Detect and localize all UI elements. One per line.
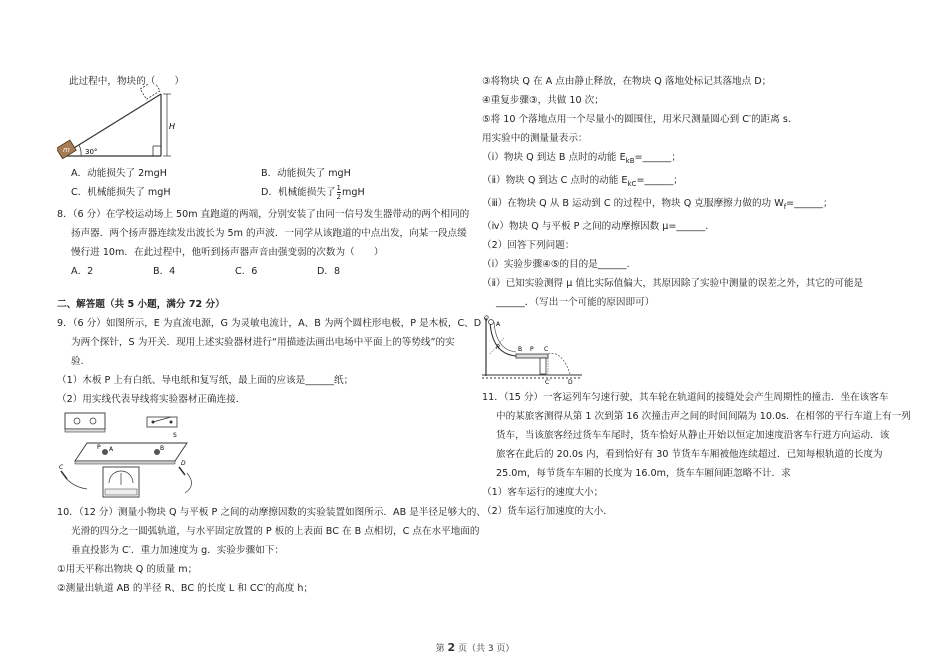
- q10-step-4: ④重复步骤③，共做 10 次；: [482, 95, 604, 106]
- q9-electrode-b-label: B: [160, 445, 165, 452]
- q10-item-i-post: =______；: [634, 152, 681, 163]
- q10-item-ii: [482, 171, 894, 194]
- q9-probe-c-label: C: [59, 464, 64, 471]
- q9-block: [57, 314, 482, 501]
- q11-block: [482, 388, 911, 521]
- q10-step-1: ①用天平称出物块 Q 的质量 m；: [57, 564, 198, 575]
- q10-step-3: ③将物块 Q 在 A 点由静止释放，在物块 Q 落地处标记其落地点 D；: [482, 76, 772, 87]
- q10-item-iii: [482, 194, 894, 217]
- q10-line-2: 光滑的四分之一圆弧轨道，与水平固定放置的 P 板的上表面 BC 在 B 点相切，C 点在水平地面的: [71, 526, 480, 537]
- q11-sub-1: （1）客车运行的速度大小；: [482, 486, 604, 498]
- footer-post: 页（共 3 页）: [455, 644, 515, 654]
- q8-line-2: 扬声器．两个扬声器连续发出波长为 5m 的声波．一同学从该跑道的中点出发，向某一段点缓: [71, 228, 467, 239]
- q9-switch-label: S: [173, 432, 177, 439]
- q7-height-label: H: [169, 122, 176, 131]
- q10-part2-ii-cont: ______．（写出一个可能的原因即可）: [496, 296, 655, 308]
- q11-line-5: 25.0m，每节货车车厢的长度为 16.0m，货车车厢间距忽略不计．求: [496, 467, 791, 479]
- q8-option-a: A．2: [71, 266, 94, 277]
- q7-options-row1: [57, 164, 469, 183]
- q7-option-d: [261, 183, 365, 202]
- q10-item-i-sub: kB: [625, 156, 635, 165]
- q10-item-iii-sub: f: [783, 202, 787, 211]
- q8-option-c: C．6: [235, 266, 258, 277]
- page-footer: [0, 641, 950, 654]
- left-column: [57, 72, 486, 598]
- q9-board-label: P: [97, 444, 101, 451]
- footer-pre: 第: [435, 644, 448, 654]
- q9-line-1: 9．（6 分）如图所示，E 为直流电源，G 为灵敏电流计，A、B 为两个圆柱形电极，P 是木板，C、D: [57, 318, 482, 329]
- q7-fraction: [337, 184, 341, 201]
- q9-probe-d-label: D: [181, 460, 186, 467]
- q10-item-iii-pre: （ⅲ）在物块 Q 从 B 运动到 C 的过程中，物块 Q 克服摩擦力做的功 W: [482, 197, 784, 209]
- q8-option-d: D．8: [317, 266, 341, 277]
- q9-sub-2: （2）用实线代表导线将实验器材正确连接．: [57, 394, 246, 405]
- q10-fig-p-label: P: [530, 345, 534, 353]
- q7-angle-label: 30°: [85, 148, 98, 156]
- q7-tail-text: 此过程中，物块的（ ）: [69, 76, 185, 87]
- q8-block: [57, 205, 469, 281]
- q10-item-i: [482, 148, 894, 171]
- q11-line-3: 货车，当该旅客经过货车车尾时，货车恰好从静止开始以恒定加速度沿客车行进方向运动．该: [496, 429, 890, 441]
- q10-fig-b-label: B: [518, 345, 523, 353]
- q8-option-b: B．4: [153, 266, 176, 277]
- q7-option-a: A．动能损失了 2mgH: [71, 168, 167, 179]
- q10-fig-c-label: C: [544, 345, 549, 353]
- q10-fig-cprime-label: C′: [545, 378, 551, 386]
- q10-apparatus-figure: [482, 314, 582, 386]
- q7-fraction-den: 2: [336, 192, 342, 201]
- q10-part2-title: （2）回答下列问题：: [482, 239, 575, 251]
- q10-item-i-pre: （ⅰ）物块 Q 到达 B 点时的动能 E: [482, 152, 626, 163]
- q10-fig-a-label: A: [496, 320, 501, 328]
- q10-fig-d-label: D: [568, 378, 573, 386]
- q10-fig-r-label: R: [496, 343, 501, 351]
- q10-block: [57, 503, 486, 598]
- q10-line-1: 10．（12 分）测量小物块 Q 与平板 P 之间的动摩擦因数的实验装置如图所示．AB 是半径足够大的、: [57, 507, 486, 518]
- section-2-title: 二、解答题（共 5 小题，满分 72 分）: [57, 299, 225, 310]
- q8-options: [57, 262, 469, 281]
- q10-step-2: ②测量出轨道 AB 的半径 R、BC 的长度 L 和 CC′的高度 h；: [57, 583, 314, 594]
- q11-line-4: 旅客在此后的 20.0s 内，看到恰好有 30 节货车车厢被他连续超过．已知每根轨道的长度为: [496, 448, 883, 460]
- q9-line-2: 为两个探针，S 为开关．现用上述实验器材进行“用描迹法画出电场中平面上的等势线”的实: [71, 337, 455, 348]
- q10-part2-i: （ⅰ）实验步骤④⑤的目的是______.: [482, 258, 630, 270]
- q9-line-3: 验．: [71, 356, 91, 367]
- q7-option-d-pre: D．机械能损失了: [261, 187, 336, 198]
- q7-tail-row: [57, 72, 469, 164]
- q9-electrode-a-label: A: [109, 446, 114, 453]
- footer-page-number: 2: [447, 641, 456, 654]
- q7-incline-figure: [57, 84, 187, 164]
- q7-options-row2: [57, 183, 469, 202]
- q10-item-ii-sub: kC: [627, 179, 637, 188]
- q10-step-5: ⑤将 10 个落地点用一个尽量小的圆围住，用米尺测量圆心到 C′的距离 s.: [482, 114, 791, 125]
- q8-line-3: 慢行进 10m．在此过程中，他听到扬声器声音由强变弱的次数为（ ）: [71, 247, 384, 258]
- q7-block-label: m: [63, 146, 70, 154]
- q11-line-2: 中的某旅客测得从第 1 次到第 16 次撞击声之间的时间间隔为 10.0s．在相邻的平行车道上有一列: [496, 410, 911, 422]
- q11-sub-2: （2）货车运行加速度的大小．: [482, 505, 613, 517]
- q11-line-1: 11．（15 分）一客运列车匀速行驶，其车轮在轨道间的接缝处会产生周期性的撞击．坐在该客车: [482, 391, 889, 403]
- q10-fig-q-label: Q: [484, 314, 489, 322]
- q7-option-c: C．机械能损失了 mgH: [71, 187, 171, 198]
- q10-line-3: 垂直投影为 C′．重力加速度为 g．实验步骤如下：: [71, 545, 284, 556]
- q7-option-d-post: mgH: [342, 187, 365, 198]
- q10-item-iv: （ⅳ）物块 Q 与平板 P 之间的动摩擦因数 μ=______.: [482, 220, 709, 232]
- q10-item-ii-post: =______；: [636, 174, 683, 186]
- q8-line-1: 8．（6 分）在学校运动场上 50m 直跑道的两端，分别安装了由同一信号发生器带动的两个相同的: [57, 209, 470, 220]
- q10-item-iii-post: =______；: [786, 197, 833, 209]
- q7-option-b: B．动能损失了 mgH: [261, 168, 351, 179]
- q7-fraction-num: 1: [336, 183, 342, 192]
- q10-express-intro: 用实验中的测量量表示：: [482, 133, 588, 144]
- q9-sub-1: （1）木板 P 上有白纸、导电纸和复写纸，最上面的应该是______纸；: [57, 375, 354, 386]
- q10-part2-ii: （ⅱ）已知实验测得 μ 值比实际值偏大，其原因除了实验中测量的误差之外，其它的可能是: [482, 277, 864, 289]
- right-column: [482, 72, 911, 521]
- q9-equipment-figure: [57, 409, 237, 501]
- q10-item-ii-pre: （ⅱ）物块 Q 到达 C 点时的动能 E: [482, 174, 628, 186]
